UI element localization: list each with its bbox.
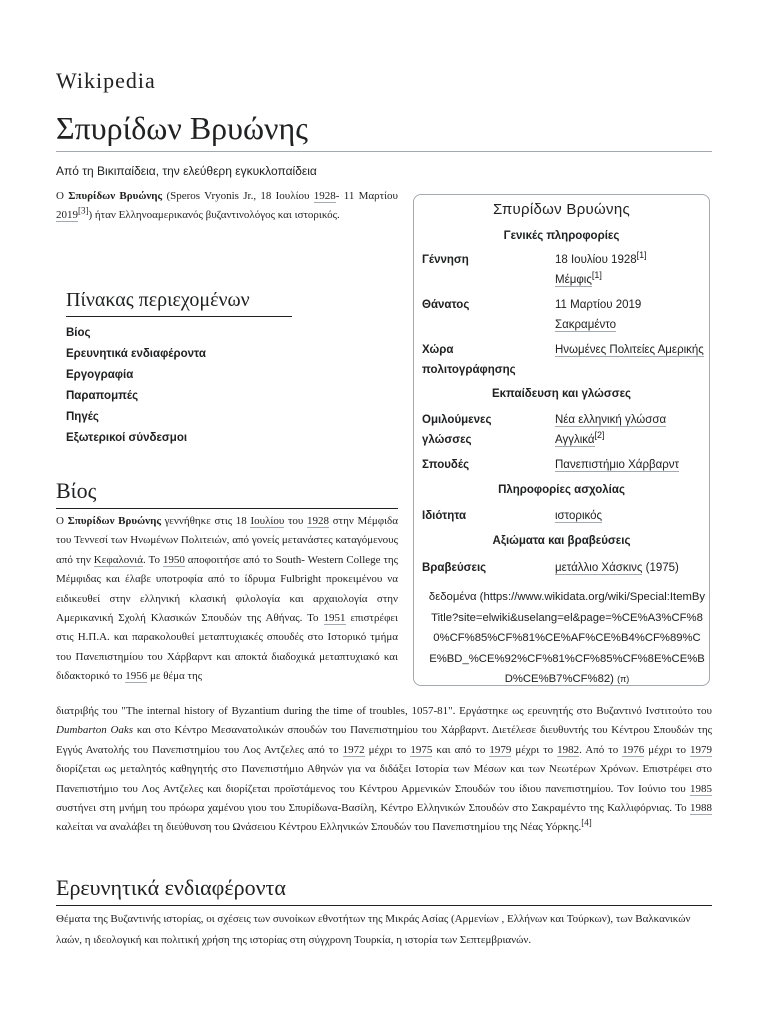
bios-text: μέχρι το	[644, 743, 690, 756]
wikidata-link-block[interactable]	[428, 587, 706, 690]
wikipedia-logo[interactable]: Wikipedia	[56, 68, 156, 93]
toc-item-sources[interactable]: Πηγές	[66, 411, 99, 423]
bios-paragraph-narrow	[56, 512, 398, 687]
bios-text: μέχρι το	[364, 743, 411, 756]
awards-value	[555, 559, 705, 579]
language-link-greek[interactable]: Νέα ελληνική γλώσσα	[555, 414, 667, 426]
infobox-section-general: Γενικές πληροφορίες	[503, 230, 620, 242]
lead-text: Ο	[56, 190, 69, 202]
ref-1[interactable]: [1]	[591, 269, 602, 280]
toc-item-external-links[interactable]: Εξωτερικοί σύνδεσμοι	[66, 432, 188, 444]
link-2019[interactable]: 2019	[56, 208, 78, 221]
bios-text: στην Μέμφιδα του Τεννεσί των Ηνωμένων Πολιτειών, από γονείς μετανάστες καταγόμενους από την	[56, 515, 399, 566]
bios-text: συστήνει στη μνήμη του πρόωρα χαμένου γιου του Σπυρίδωνα-Βασίλη, Κέντρο Ελληνικών Σπουδών στο Σακραμέντο της Καλλιφόρνιας. Το	[56, 802, 690, 815]
studies-link[interactable]: Πανεπιστήμιο Χάρβαρντ	[555, 459, 680, 471]
birth-date: 18 Ιουλίου 1928	[555, 254, 637, 266]
citizenship-label: Χώρα πολιτογράφησης	[422, 344, 516, 376]
link-1979[interactable]: 1979	[489, 743, 512, 756]
link-july[interactable]: Ιουλίου	[250, 515, 285, 527]
bios-text: διατριβής του "The internal history of Byzantium during the time of troubles, 1057-81". Εργάστηκε ως ερευνητής στο Βυζαντινό Ινστιτούτο του	[56, 705, 712, 717]
bios-text: μέχρι το	[511, 743, 558, 756]
page-title: Σπυρίδων Βρυώνης	[56, 108, 712, 152]
lead-text: (Speros Vryonis Jr., 18 Ιουλίου	[162, 190, 314, 202]
table-of-contents	[66, 286, 296, 449]
bios-text: αποφοιτήσε από το South- Western College της Μέμφιδας και έλαβε υποτροφία από το ίδρυμα Fulbright προκειμένου να ειδικευθεί στην ελληνική κλασική φιλολογία και αρχαιολογία στην Αμερικανική Σχολή Κλασικών Σπουδών της Αθήνας. Το	[56, 553, 398, 625]
bios-text: του	[284, 515, 308, 527]
ref-2[interactable]: [2]	[594, 429, 605, 440]
subject-name: Σπυρίδων Βρυώνης	[67, 515, 161, 527]
occupation-value	[555, 507, 705, 527]
link-1972[interactable]: 1972	[342, 743, 365, 756]
bios-text: και στο Κέντρο Μεσανατολικών σπουδών του Πανεπιστημίου του Χάρβαρντ. Διετέλεσε διευθυντής του Κέντρου Σπουδών της Εγγύς Ανατολής του Πανεπιστημίου του Λος Αντζελες από το	[56, 724, 712, 756]
section-heading-bios: Βίος	[56, 476, 398, 509]
ref-1[interactable]: [1]	[636, 250, 647, 261]
lead-paragraph	[56, 187, 398, 224]
bios-paragraph-wide	[56, 702, 712, 838]
bios-text: γεννήθηκε στις 18	[160, 515, 251, 527]
languages-value	[555, 411, 705, 450]
bios-text: και από το	[432, 743, 490, 756]
bios-text: επιστρέφει στις Η.Π.Α. και παρακολουθεί μεταπτυχιακές σπουδές στο Ιστορικό τμήμα του Πανεπιστημίου του Χάρβαρντ και αποκτά διαδοχικά μεταπτυχιακό και διδακτορικό το	[56, 612, 398, 683]
link-1982[interactable]: 1982	[557, 743, 580, 756]
toc-list	[66, 323, 296, 449]
awards-label: Βραβεύσεις	[422, 562, 487, 574]
occupation-label: Ιδιότητα	[422, 510, 467, 522]
languages-label: Ομιλούμενες γλώσσες	[422, 414, 492, 446]
infobox-section-occupation: Πληροφορίες ασχολίας	[498, 484, 625, 496]
lead-text: ) ήταν Ελληνοαμερικανός βυζαντινολόγος και ιστορικός.	[88, 208, 340, 221]
toc-item-works[interactable]: Εργογραφία	[66, 369, 134, 381]
toc-item-references[interactable]: Παραπομπές	[66, 390, 139, 402]
language-link-english[interactable]: Αγγλικά	[555, 433, 595, 446]
infobox-title: Σπυρίδων Βρυώνης	[492, 201, 631, 218]
link-1988[interactable]: 1988	[690, 802, 712, 815]
toc-item-bios[interactable]: Βίος	[66, 327, 91, 339]
bios-text: με θέμα της	[147, 670, 203, 683]
link-1950[interactable]: 1950	[162, 553, 185, 566]
link-1928[interactable]: 1928	[313, 190, 336, 202]
wikidata-link[interactable]: δεδομένα	[428, 591, 477, 603]
studies-value	[555, 456, 705, 476]
link-1956[interactable]: 1956	[125, 670, 148, 683]
birth-place-link[interactable]: Μέμφις	[555, 273, 592, 286]
death-place-link[interactable]: Σακραμέντο	[555, 318, 616, 331]
occupation-link[interactable]: ιστορικός	[555, 510, 603, 522]
link-1951[interactable]: 1951	[323, 612, 346, 625]
studies-label: Σπουδές	[422, 459, 470, 471]
edit-link[interactable]: (π)	[617, 674, 630, 684]
dumbarton-oaks: Dumbarton Oaks	[56, 724, 134, 737]
infobox-section-awards: Αξιώματα και βραβεύσεις	[492, 535, 631, 547]
section-heading-research: Ερευνητικά ενδιαφέροντα	[56, 873, 712, 906]
link-1928[interactable]: 1928	[307, 515, 330, 527]
ref-3[interactable]: [3]	[78, 204, 89, 215]
infobox-section-education: Εκπαίδευση και γλώσσες	[491, 388, 632, 400]
toc-title: Πίνακας περιεχομένων	[66, 286, 292, 317]
death-date: 11 Μαρτίου 2019	[555, 299, 642, 311]
bios-text: . Από το	[579, 743, 623, 756]
citizenship-value	[555, 341, 705, 361]
link-1976[interactable]: 1976	[622, 743, 645, 756]
research-paragraph: Θέματα της Βυζαντινής ιστορίας, οι σχέσεις των συνοίκων εθνοτήτων της Μικράς Ασίας (Αρμενίων , Ελλήνων και Τούρκων), των Βαλκανικών λαών, η ιδεολογική και πολιτική χρήση της ιστορίας στη σύγχρονη Τουρκία, η ιστορία των Σεπτεμβριανών.	[56, 913, 691, 946]
toc-item-research[interactable]: Ερευνητικά ενδιαφέροντα	[66, 348, 206, 360]
link-kefalonia[interactable]: Κεφαλονιά	[93, 553, 144, 566]
award-link[interactable]: μετάλλιο Χάσκινς	[555, 562, 643, 574]
bios-text: διορίζεται ως μεταλητός καθηγητής στο Πανεπιστήμιο Αθηνών για να διδάξει Ιστορία των Μέσων και των Νεωτέρων Χρόνων. Επιστρέφει στο Πανεπιστήμιο του Λος Αντζελες και διορίζεται προϊστάμενος του Κέντρου Αρμενικών Σπουδών του ίδιου πανεπιστημίου. Τον Ιούνιο του	[56, 763, 712, 795]
link-1975[interactable]: 1975	[410, 743, 433, 756]
link-1979[interactable]: 1979	[690, 743, 712, 756]
site-subtitle: Από τη Βικιπαίδεια, την ελεύθερη εγκυκλοπαίδεια	[56, 164, 317, 178]
bios-text: καλείται να αναλάβει τη διεύθυνση του Ωνάσειου Κέντρου Ελληνικών Σπουδών του Πανεπιστημίου της Νέας Υόρκης.	[56, 821, 582, 834]
birth-label: Γέννηση	[422, 254, 469, 266]
award-year: (1975)	[642, 562, 679, 574]
wikidata-url[interactable]: (https://www.wikidata.org/wiki/Special:ItemByTitle?site=elwiki&uselang=el&page=%CE%A3%CF%80%CF%85%CF%81%CE%AF%CE%B4%CF%89%CE%BD_%CE%92%CF%81%CF%85%CF%8E%CE%BD%CE%B7%CF%82)	[429, 591, 706, 685]
death-value	[555, 296, 705, 335]
birth-value	[555, 251, 705, 290]
ref-4[interactable]: [4]	[581, 817, 592, 828]
bios-text: Ο	[56, 515, 68, 527]
subject-name: Σπυρίδων Βρυώνης	[68, 190, 163, 202]
link-1985[interactable]: 1985	[690, 782, 712, 795]
lead-text: - 11 Μαρτίου	[335, 190, 398, 202]
death-label: Θάνατος	[422, 299, 470, 311]
citizenship-link[interactable]: Ηνωμένες Πολιτείες Αμερικής	[555, 344, 704, 356]
bios-text: . Το	[143, 553, 163, 566]
infobox	[413, 194, 710, 686]
